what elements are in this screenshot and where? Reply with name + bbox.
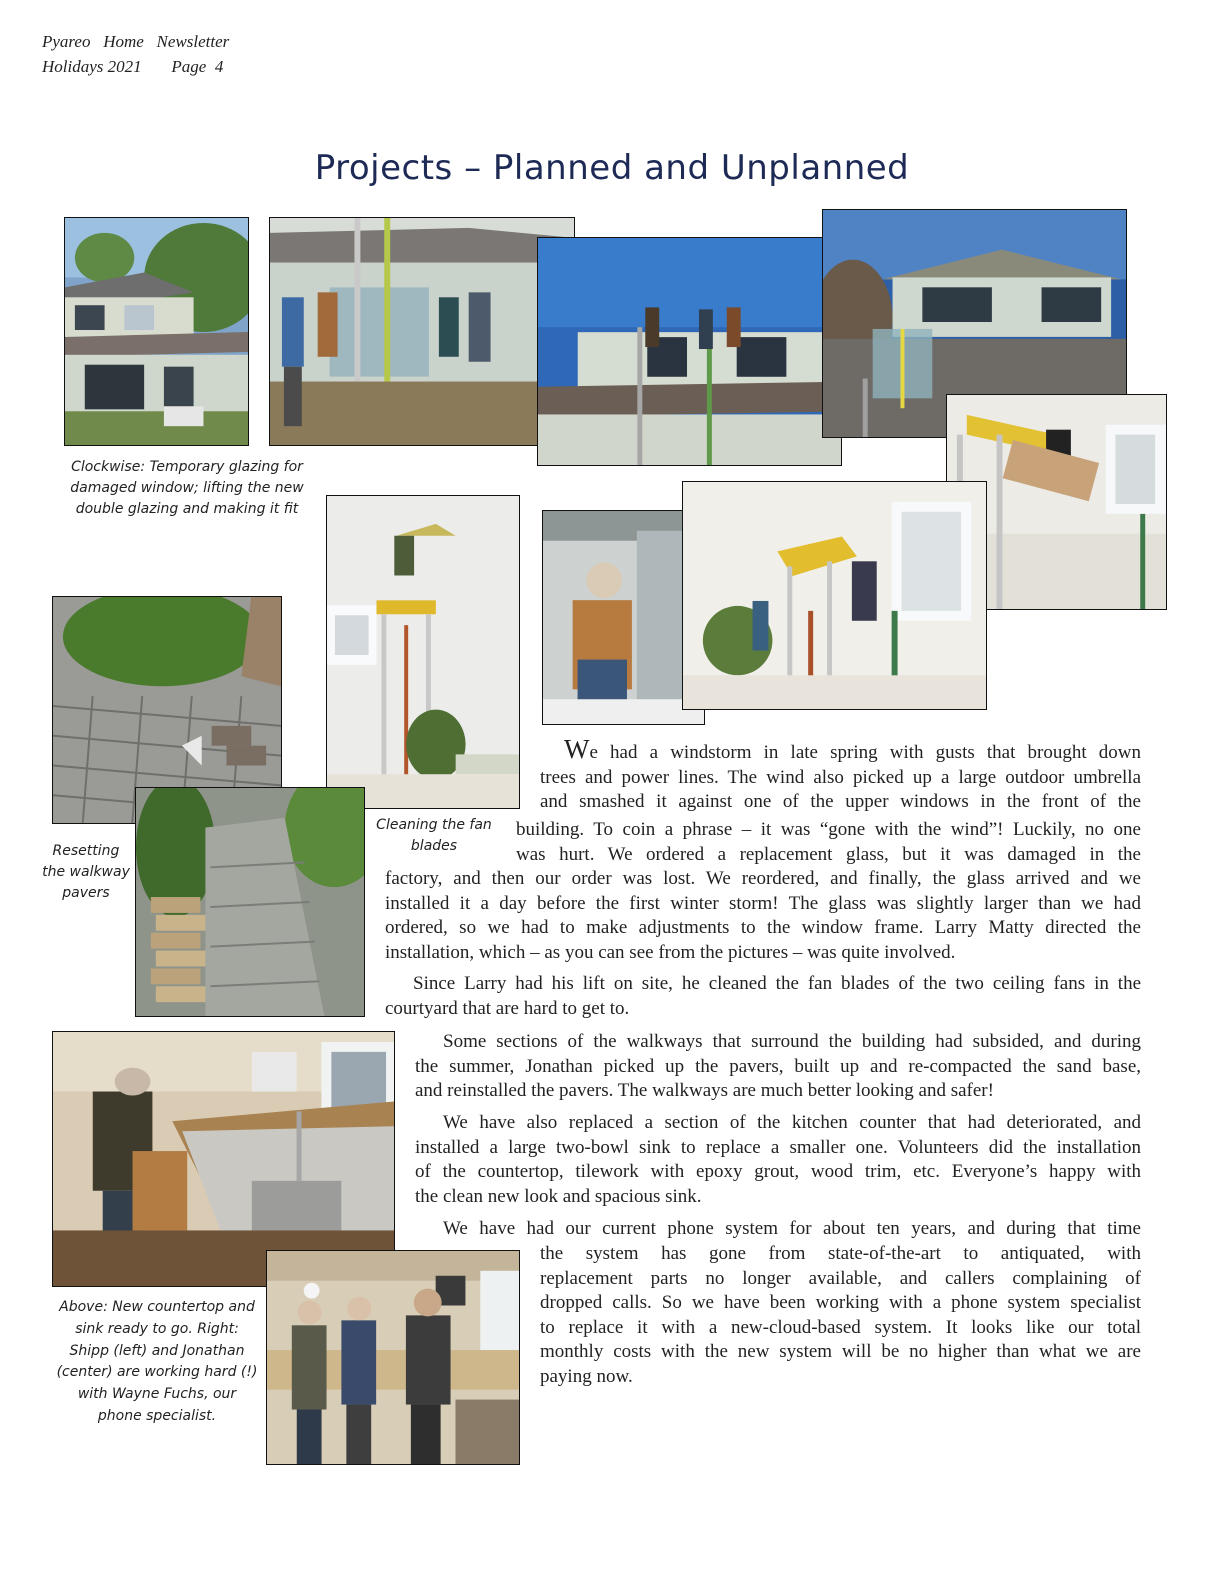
photo-lifting-glass-roof — [537, 237, 842, 466]
photo-phone-specialist-team — [266, 1250, 520, 1465]
photo-man-fitting-window — [542, 510, 705, 725]
paragraph-windstorm-rest: factory, and then our order was lost. We reordered, and finally, the glass arrived and we installed it a day before the first winter storm! The glass was slightly larger than we had ordered, so we had to make adjustments to the window frame. Larry Matty directed the installation, which – as you can see from the pictures – was quite involved. — [385, 868, 1141, 963]
drop-cap: W — [564, 734, 590, 764]
photo-house-temporary-glazing — [64, 217, 249, 446]
caption-kitchen-phone: Above: New countertop and sink ready to go. Right: Shipp (left) and Jonathan (center) are working hard (!) with Wayne Fuchs, our phone specialist. — [56, 1299, 258, 1424]
paragraph-walkways: Some sections of the walkways that surround the building had subsided, and during the summer, Jonathan picked up the pavers, built up and re-compacted the sand base, and reinstalled the pavers. The walkways are much better looking and safer! — [415, 1031, 1141, 1101]
caption-glazing: Clockwise: Temporary glazing for damaged window; lifting the new double glazing and making it fit — [70, 459, 304, 517]
paragraph-phone-system-first: We have had our current phone system for about ten years, and during that time — [443, 1218, 1141, 1239]
newsletter-header-line1: Pyareo Home Newsletter — [42, 32, 230, 51]
caption-fan-blades: Cleaning the fan blades — [376, 817, 492, 854]
paragraph-kitchen-counter: We have also replaced a section of the kitchen counter that had deteriorated, and installed a large two-bowl sink to replace a smaller one. Volunteers did the installation of the countertop, tilework with epoxy grout, wood trim, etc. Everyone’s happy with the clean new look and spacious sink. — [415, 1112, 1141, 1207]
caption-pavers: Resetting the walkway pavers — [42, 843, 130, 901]
photo-volunteers-with-glass — [269, 217, 575, 446]
paragraph-windstorm-middle: building. To coin a phrase – it was “gone with the wind”! Luckily, no one was hurt. We ordered a replacement glass, but it was damaged in the — [516, 819, 1141, 865]
page-title: Projects – Planned and Unplanned — [314, 148, 910, 188]
paragraph-windstorm-intro: We had a windstorm in late spring with gusts that brought down trees and power lines. The wind also picked up a large outdoor umbrella and smashed it against one of the upper windows in the front of the — [540, 734, 1141, 812]
photo-cleaning-fan-blades — [326, 495, 520, 809]
paragraph-fan-blades: Since Larry had his lift on site, he cleaned the fan blades of the two ceiling fans in the courtyard that are hard to get to. — [385, 973, 1141, 1019]
paragraph-phone-system: the system has gone from state-of-the-art to antiquated, with replacement parts no longer available, and callers complaining of dropped calls. So we have been working with a phone system specialist to replace it with a new-cloud-based system. It looks like our total monthly costs with the new system will be no higher than what we are paying now. — [540, 1243, 1141, 1387]
newsletter-header-line2: Holidays 2021 Page 4 — [42, 57, 224, 76]
photo-new-countertop-sink — [52, 1031, 395, 1287]
photo-lift-ceiling-work — [682, 481, 987, 710]
photo-walkway-pavers-stacked — [135, 787, 365, 1017]
